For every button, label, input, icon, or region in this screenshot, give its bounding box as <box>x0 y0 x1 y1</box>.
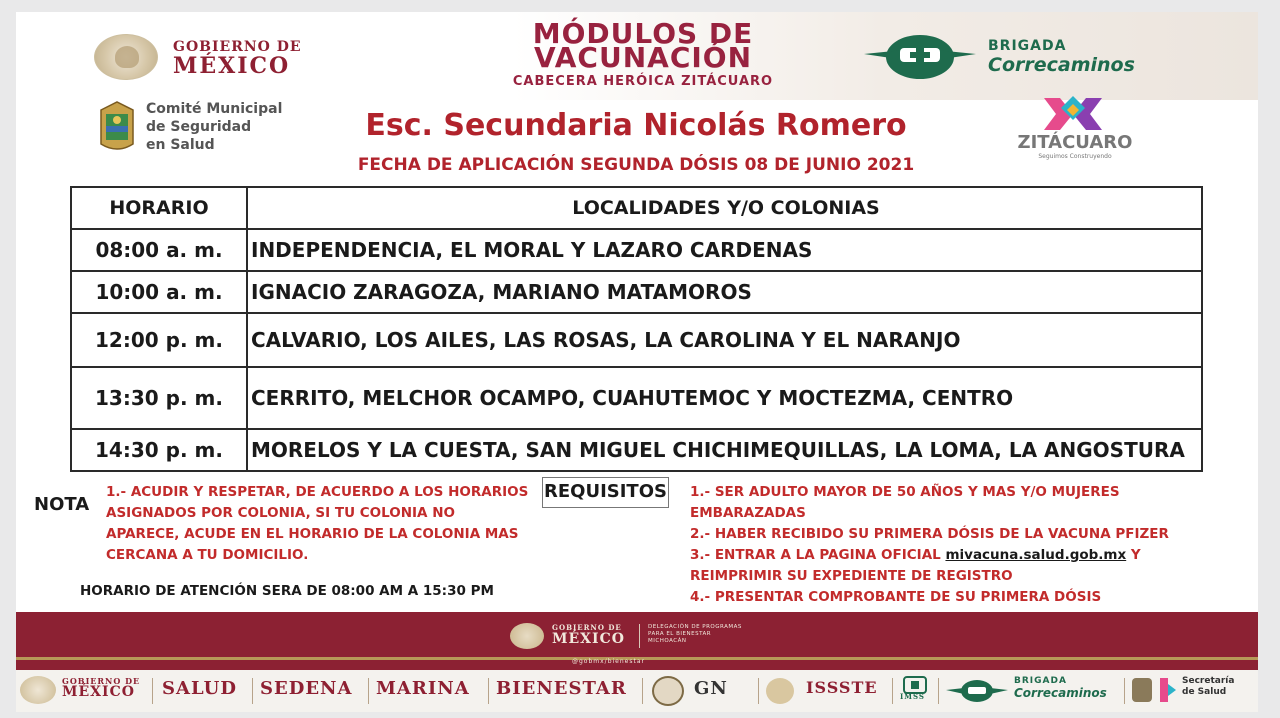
partner-separator <box>938 678 939 704</box>
column-header-localidades: LOCALIDADES Y/O COLONIAS <box>247 187 1202 229</box>
row-places: MORELOS Y LA CUESTA, SAN MIGUEL CHICHIMEQUILLAS, LA LOMA, LA ANGOSTURA <box>247 429 1202 471</box>
gn-emblem-icon <box>652 676 684 706</box>
row-time: 14:30 p. m. <box>71 429 247 471</box>
row-places: CALVARIO, LOS AILES, LAS ROSAS, LA CAROLINA Y EL NARANJO <box>247 313 1202 367</box>
row-time: 12:00 p. m. <box>71 313 247 367</box>
title-line3: CABECERA HERÓICA ZITÁCUARO <box>512 74 774 89</box>
partner-sedena: SEDENA <box>260 678 353 699</box>
brigada-label: BRIGADA <box>988 38 1067 54</box>
nota-line3: APARECE, ACUDE EN EL HORARIO DE LA COLONIA MAS <box>106 526 519 542</box>
partner-separator <box>758 678 759 704</box>
partner-separator <box>252 678 253 704</box>
partner-imss: IMSS <box>900 692 925 701</box>
partner-separator <box>1124 678 1125 704</box>
footer-delegacion <box>648 624 778 645</box>
comite-line2: de Seguridad <box>146 119 252 135</box>
footer-social-handle: @gobmx/bienestar <box>572 658 645 665</box>
partner-separator <box>892 678 893 704</box>
schedule-table <box>70 186 1203 472</box>
gobierno-label-line1: GOBIERNO DE <box>173 39 302 55</box>
partner-secretaria-line2: de Salud <box>1182 687 1227 697</box>
nota-text <box>106 482 536 566</box>
poster <box>16 12 1258 712</box>
row-places: INDEPENDENCIA, EL MORAL Y LAZARO CARDENAS <box>247 229 1202 271</box>
partner-gobierno-line1: GOBIERNO DE <box>62 676 141 686</box>
requisito-2: 2.- HABER RECIBIDO SU PRIMERA DÓSIS DE LA VACUNA PFIZER <box>690 526 1169 542</box>
comite-municipal-shield-icon <box>98 100 136 154</box>
partner-separator <box>642 678 643 704</box>
partner-brigada-line1: BRIGADA <box>1014 676 1067 686</box>
footer-divider <box>639 624 640 648</box>
row-time: 13:30 p. m. <box>71 367 247 429</box>
nota-line2: ASIGNADOS POR COLONIA, SI TU COLONIA NO <box>106 505 455 521</box>
nota-line1: 1.- ACUDIR Y RESPETAR, DE ACUERDO A LOS HORARIOS <box>106 484 529 500</box>
table-row <box>71 271 1202 313</box>
partner-brigada-line2: Correcaminos <box>1014 686 1107 700</box>
footer-deleg-line2: PARA EL BIENESTAR <box>648 631 712 637</box>
nota-label: NOTA <box>34 494 90 515</box>
partner-bienestar: BIENESTAR <box>496 678 627 699</box>
gobierno-mexico-seal-icon <box>94 34 158 80</box>
table-row <box>71 229 1202 271</box>
zitacuaro-label: ZITÁCUARO <box>1017 132 1133 153</box>
michoacan-emblem-icon <box>1132 678 1152 702</box>
partner-separator <box>152 678 153 704</box>
nota-line4: CERCANA A TU DOMICILIO. <box>106 547 309 563</box>
gobierno-label-line2: MÉXICO <box>173 53 291 79</box>
zitacuaro-tagline: Seguimos Construyendo <box>1038 153 1112 160</box>
brigada-correcaminos-logo-icon <box>864 30 976 84</box>
table-row <box>71 429 1202 471</box>
table-row <box>71 313 1202 367</box>
table-header-row <box>71 187 1202 229</box>
mivacuna-link[interactable]: mivacuna.salud.gob.mx <box>945 547 1127 563</box>
requisitos-list <box>690 482 1170 608</box>
requisito-3-prefix: 3.- ENTRAR A LA PAGINA OFICIAL <box>690 547 946 563</box>
issste-emblem-icon <box>766 678 794 704</box>
requisito-3-line1 <box>690 545 1170 566</box>
footer-gobierno-line2: MÉXICO <box>552 631 625 647</box>
footer-gobierno-seal-icon <box>510 623 544 649</box>
application-date: FECHA DE APLICACIÓN SEGUNDA DÓSIS 08 DE JUNIO 2021 <box>357 155 915 175</box>
zitacuaro-logo-icon <box>1040 94 1106 134</box>
comite-line3: en Salud <box>146 137 215 153</box>
row-time: 08:00 a. m. <box>71 229 247 271</box>
partner-gobierno-line2: MÉXICO <box>62 684 135 700</box>
partner-salud: SALUD <box>162 678 237 699</box>
correcaminos-label: Correcaminos <box>988 54 1135 76</box>
title-line2: VACUNACIÓN <box>533 41 753 74</box>
row-time: 10:00 a. m. <box>71 271 247 313</box>
partner-gn: GN <box>694 678 728 699</box>
horario-atencion: HORARIO DE ATENCIÓN SERA DE 08:00 AM A 15:30 PM <box>80 583 494 599</box>
requisito-1-line1: 1.- SER ADULTO MAYOR DE 50 AÑOS Y MAS Y/O MUJERES <box>690 484 1120 500</box>
row-places: CERRITO, MELCHOR OCAMPO, CUAHUTEMOC Y MOCTEZMA, CENTRO <box>247 367 1202 429</box>
partner-separator <box>368 678 369 704</box>
row-places: IGNACIO ZARAGOZA, MARIANO MATAMOROS <box>247 271 1202 313</box>
partner-brigada-logo-icon <box>946 676 1008 706</box>
requisito-3-line2: REIMPRIMIR SU EXPEDIENTE DE REGISTRO <box>690 568 1013 584</box>
footer-gobierno-line1: GOBIERNO DE <box>552 623 622 632</box>
partner-separator <box>488 678 489 704</box>
imss-emblem-icon <box>902 676 928 694</box>
column-header-horario: HORARIO <box>71 187 247 229</box>
partner-marina: MARINA <box>376 678 470 699</box>
title-line1: MÓDULOS DE <box>532 17 754 50</box>
requisito-1-line2: EMBARAZADAS <box>690 505 806 521</box>
footer-deleg-line1: DELEGACIÓN DE PROGRAMAS <box>648 624 742 630</box>
table-row <box>71 367 1202 429</box>
comite-municipal-label <box>146 100 282 154</box>
requisitos-label: REQUISITOS <box>542 477 669 508</box>
footer-deleg-line3: MICHOACÁN <box>648 638 687 644</box>
partner-gobierno-seal-icon <box>20 676 56 704</box>
requisito-3-suffix: Y <box>1126 547 1141 563</box>
partner-secretaria-line1: Secretaría <box>1182 676 1235 686</box>
partner-issste: ISSSTE <box>806 678 878 697</box>
school-name: Esc. Secundaria Nicolás Romero <box>365 108 907 143</box>
secretaria-salud-logo-icon <box>1158 676 1178 704</box>
comite-line1: Comité Municipal <box>146 101 283 117</box>
requisito-4: 4.- PRESENTAR COMPROBANTE DE SU PRIMERA DÓSIS <box>690 589 1102 605</box>
